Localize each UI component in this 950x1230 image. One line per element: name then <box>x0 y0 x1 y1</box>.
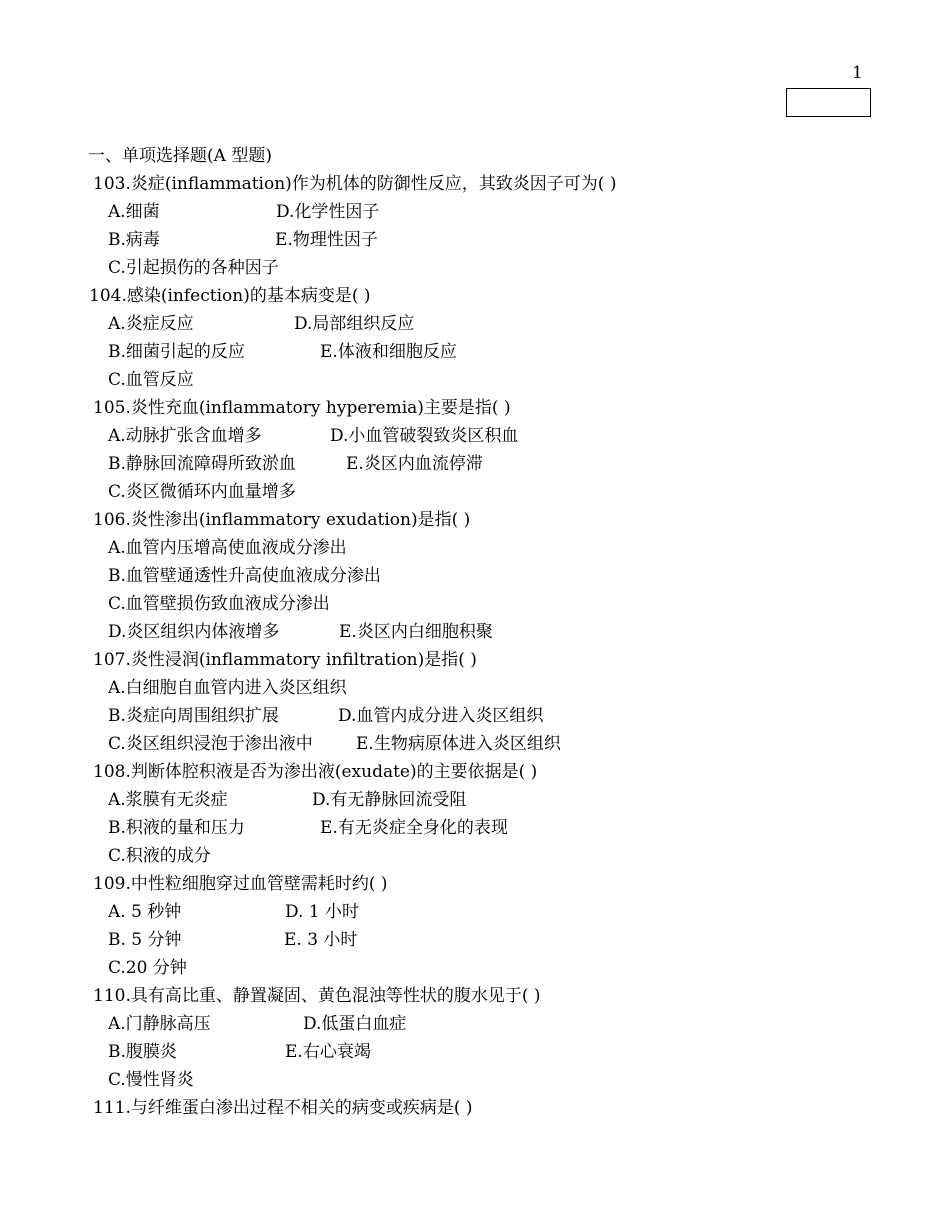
question-stem: 111.与纤维蛋白渗出过程不相关的病变或疾病是( ) <box>93 1098 473 1118</box>
option-text: E.右心衰竭 <box>285 1042 371 1062</box>
question-list <box>0 142 950 1122</box>
option-row <box>0 814 950 842</box>
option-row <box>0 450 950 478</box>
option-text: A.细菌 <box>108 202 160 222</box>
question-stem: 104.感染(infection)的基本病变是( ) <box>89 286 371 306</box>
option-text: E.体液和细胞反应 <box>320 342 457 362</box>
question-stem: 105.炎性充血(inflammatory hyperemia)主要是指( ) <box>93 398 511 418</box>
option-row <box>0 310 950 338</box>
option-text: D.有无静脉回流受阻 <box>312 790 467 810</box>
option-row <box>0 730 950 758</box>
option-text: C.慢性肾炎 <box>108 1070 194 1090</box>
option-text: B.细菌引起的反应 <box>108 342 245 362</box>
option-text: E. 3 小时 <box>284 930 358 950</box>
option-text: D.血管内成分进入炎区组织 <box>338 706 544 726</box>
option-row <box>0 702 950 730</box>
question-stem: 109.中性粒细胞穿过血管壁需耗时约( ) <box>93 874 388 894</box>
option-row <box>0 254 950 282</box>
question-stem: 107.炎性浸润(inflammatory infiltration)是指( ) <box>93 650 477 670</box>
option-text: D. 1 小时 <box>285 902 360 922</box>
option-row <box>0 842 950 870</box>
option-row <box>0 590 950 618</box>
question-stem: 103.炎症(inflammation)作为机体的防御性反应，其致炎因子可为( ) <box>93 174 617 194</box>
option-text: A. 5 秒钟 <box>108 902 182 922</box>
option-row <box>0 898 950 926</box>
option-text: B.病毒 <box>108 230 160 250</box>
score-box <box>786 88 871 117</box>
option-text: C.血管反应 <box>108 370 194 390</box>
option-row <box>0 534 950 562</box>
option-row <box>0 926 950 954</box>
option-text: C.引起损伤的各种因子 <box>108 258 279 278</box>
option-row <box>0 366 950 394</box>
option-text: E.有无炎症全身化的表现 <box>320 818 508 838</box>
option-row <box>0 422 950 450</box>
option-text: B.静脉回流障碍所致淤血 <box>108 454 296 474</box>
question-stem: 106.炎性渗出(inflammatory exudation)是指( ) <box>93 510 471 530</box>
option-row <box>0 1066 950 1094</box>
option-text: D.小血管破裂致炎区积血 <box>330 426 519 446</box>
option-text: A.浆膜有无炎症 <box>108 790 228 810</box>
option-text: A.血管内压增高使血液成分渗出 <box>108 538 347 558</box>
option-text: E.炎区内白细胞积聚 <box>339 622 493 642</box>
option-text: E.炎区内血流停滞 <box>346 454 483 474</box>
option-row <box>0 954 950 982</box>
option-text: D.低蛋白血症 <box>303 1014 407 1034</box>
option-text: B.腹膜炎 <box>108 1042 177 1062</box>
option-row <box>0 618 950 646</box>
question-stem: 110.具有高比重、静置凝固、黄色混浊等性状的腹水见于( ) <box>93 986 541 1006</box>
page-number: 1 <box>852 63 863 83</box>
option-text: E.物理性因子 <box>275 230 378 250</box>
option-row <box>0 1010 950 1038</box>
option-row <box>0 198 950 226</box>
option-row <box>0 1038 950 1066</box>
option-text: A.白细胞自血管内进入炎区组织 <box>108 678 347 698</box>
option-text: E.生物病原体进入炎区组织 <box>356 734 561 754</box>
option-text: A.门静脉高压 <box>108 1014 211 1034</box>
option-text: C.20 分钟 <box>108 958 187 978</box>
section-heading: 一、单项选择题(A 型题) <box>88 146 272 166</box>
option-text: A.炎症反应 <box>108 314 194 334</box>
question-stem: 108.判断体腔积液是否为渗出液(exudate)的主要依据是( ) <box>93 762 538 782</box>
option-row <box>0 674 950 702</box>
option-text: C.积液的成分 <box>108 846 211 866</box>
option-row <box>0 226 950 254</box>
option-text: A.动脉扩张含血增多 <box>108 426 262 446</box>
option-text: B.炎症向周围组织扩展 <box>108 706 279 726</box>
option-text: B.积液的量和压力 <box>108 818 245 838</box>
option-row <box>0 786 950 814</box>
option-text: D.炎区组织内体液增多 <box>108 622 280 642</box>
option-row <box>0 338 950 366</box>
option-text: D.化学性因子 <box>276 202 380 222</box>
option-text: B. 5 分钟 <box>108 930 182 950</box>
option-row <box>0 562 950 590</box>
option-text: C.炎区组织浸泡于渗出液中 <box>108 734 313 754</box>
option-text: C.炎区微循环内血量增多 <box>108 482 296 502</box>
option-text: B.血管壁通透性升高使血液成分渗出 <box>108 566 381 586</box>
option-text: D.局部组织反应 <box>294 314 415 334</box>
option-text: C.血管壁损伤致血液成分渗出 <box>108 594 330 614</box>
option-row <box>0 478 950 506</box>
